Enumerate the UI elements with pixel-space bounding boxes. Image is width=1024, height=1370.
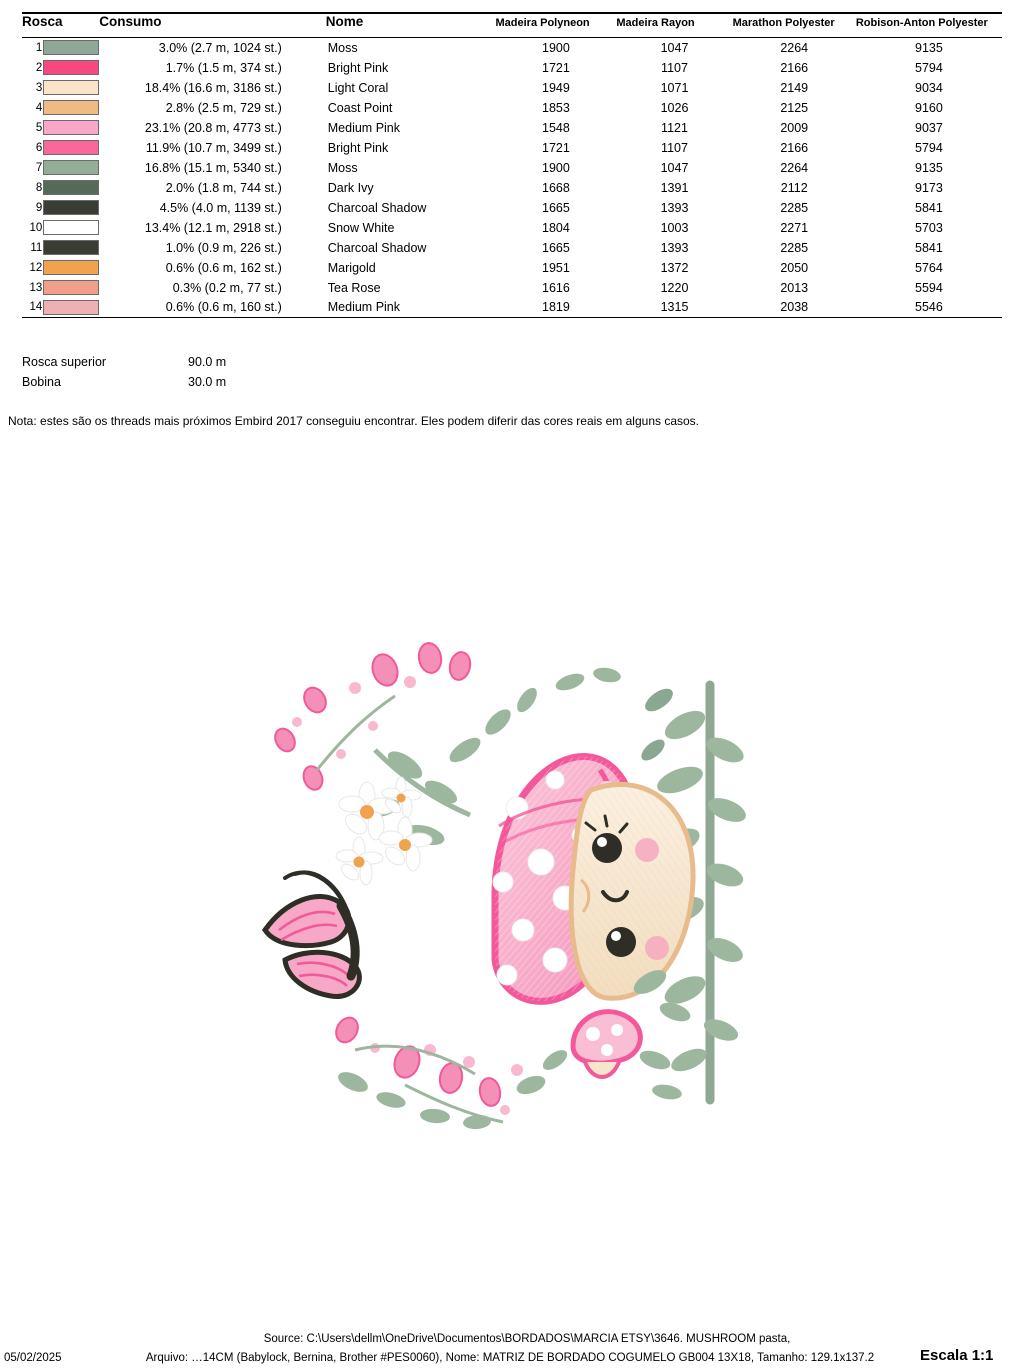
cell-nome: Charcoal Shadow xyxy=(327,240,427,255)
thread-color-swatch-cell xyxy=(43,198,99,218)
footer-arquivo: Arquivo: …14CM (Babylock, Bernina, Brother #PES0060), Nome: MATRIZ DE BORDADO COGUMELO GB004 13X18, Tamanho: 129.1x137.2 xyxy=(145,1352,875,1364)
disclaimer-note: Nota: estes são os threads mais próximos Embird 2017 conseguiu encontrar. Eles podem diferir das cores reais em alguns casos. xyxy=(8,413,700,428)
table-row xyxy=(22,138,1002,158)
thread-color-swatch-cell xyxy=(43,78,99,98)
cell-robison-anton-polyester: 5841 xyxy=(915,240,943,255)
row-index: 5 xyxy=(35,121,43,134)
cell-madeira-rayon: 1220 xyxy=(660,280,689,295)
cell-marathon-polyester: 2112 xyxy=(780,180,808,195)
thread-color-swatch-cell xyxy=(43,38,99,58)
rule-cell xyxy=(22,318,43,338)
table-row xyxy=(22,238,1002,258)
cell-madeira-polyneon: 1900 xyxy=(542,160,570,175)
cell-nome: Charcoal Shadow xyxy=(327,200,427,215)
thread-table-head xyxy=(22,13,1002,38)
row-index: 3 xyxy=(35,81,43,94)
cell-robison-anton-polyester: 9135 xyxy=(915,160,943,175)
thread-color-swatch-cell xyxy=(43,238,99,258)
total-row xyxy=(22,372,1024,392)
total-value: 30.0 m xyxy=(188,374,227,389)
cell-marathon-polyester: 2271 xyxy=(780,220,809,235)
rule-cell xyxy=(326,318,496,338)
thread-color-swatch xyxy=(43,40,99,55)
row-index: 14 xyxy=(29,301,43,314)
total-label: Bobina xyxy=(22,374,61,389)
cell-madeira-polyneon: 1665 xyxy=(542,200,570,215)
rule-cell xyxy=(733,318,856,338)
row-index: 2 xyxy=(35,61,43,74)
cell-consumo: 18.4% (16.6 m, 3186 st.) xyxy=(144,80,282,95)
table-row xyxy=(22,198,1002,218)
thread-table-body xyxy=(22,38,1002,338)
thread-color-swatch-cell xyxy=(43,298,99,318)
cell-madeira-rayon: 1391 xyxy=(660,180,689,195)
cell-robison-anton-polyester: 9037 xyxy=(915,120,943,135)
table-row xyxy=(22,158,1002,178)
cell-madeira-polyneon: 1665 xyxy=(542,240,570,255)
thread-color-swatch xyxy=(43,100,99,115)
cell-robison-anton-polyester: 9160 xyxy=(915,100,943,115)
row-index: 13 xyxy=(29,281,43,294)
table-row xyxy=(22,78,1002,98)
total-label: Rosca superior xyxy=(22,354,107,369)
cell-consumo: 3.0% (2.7 m, 1024 st.) xyxy=(99,38,325,58)
cell-consumo: 0.6% (0.6 m, 162 st.) xyxy=(165,260,282,275)
cell-consumo: 1.0% (0.9 m, 226 st.) xyxy=(165,240,282,255)
cell-marathon-polyester: 2038 xyxy=(780,300,809,315)
cell-robison-anton-polyester: 5546 xyxy=(915,300,943,315)
cell-consumo: 4.5% (4.0 m, 1139 st.) xyxy=(159,200,282,215)
row-index: 11 xyxy=(30,241,43,254)
table-row xyxy=(22,218,1002,238)
cell-madeira-polyneon: 1900 xyxy=(496,38,617,58)
cell-consumo: 0.3% (0.2 m, 77 st.) xyxy=(172,280,282,295)
cell-madeira-polyneon: 1949 xyxy=(542,80,570,95)
cell-nome: Medium Pink xyxy=(327,120,401,135)
table-row xyxy=(22,38,1002,58)
cell-marathon-polyester: 2285 xyxy=(780,200,809,215)
thread-table-container xyxy=(22,12,1002,338)
cell-madeira-polyneon: 1951 xyxy=(542,260,570,275)
thread-color-swatch xyxy=(43,60,99,75)
thread-color-swatch xyxy=(43,80,99,95)
cell-nome: Tea Rose xyxy=(327,280,381,295)
table-row xyxy=(22,298,1002,318)
cell-consumo: 0.6% (0.6 m, 160 st.) xyxy=(165,300,282,315)
cell-marathon-polyester: 2264 xyxy=(780,160,809,175)
page-footer xyxy=(0,1333,1024,1364)
cell-nome: Moss xyxy=(326,38,496,58)
cell-nome: Coast Point xyxy=(327,100,393,115)
cell-marathon-polyester: 2285 xyxy=(780,240,809,255)
cell-madeira-rayon: 1047 xyxy=(660,160,689,175)
thread-color-swatch-cell xyxy=(43,278,99,298)
cell-consumo: 23.1% (20.8 m, 4773 st.) xyxy=(144,120,282,135)
cell-madeira-polyneon: 1853 xyxy=(542,100,570,115)
row-index: 4 xyxy=(35,101,43,114)
cell-consumo: 2.0% (1.8 m, 744 st.) xyxy=(165,180,282,195)
cell-consumo: 16.8% (15.1 m, 5340 st.) xyxy=(144,160,282,175)
cell-madeira-rayon: 1393 xyxy=(660,200,689,215)
mushroom-face xyxy=(571,784,693,998)
thread-color-swatch xyxy=(43,300,99,315)
cell-marathon-polyester: 2050 xyxy=(780,260,809,275)
cell-madeira-polyneon: 1819 xyxy=(542,300,570,315)
cell-madeira-polyneon: 1668 xyxy=(542,180,570,195)
footer-detail-row xyxy=(0,1347,1024,1364)
thread-color-swatch-cell xyxy=(43,58,99,78)
cell-nome: Light Coral xyxy=(327,80,389,95)
rule-cell xyxy=(496,318,617,338)
col-header-madeira-polyneon: Madeira Polyneon xyxy=(496,13,617,38)
rule-cell xyxy=(616,318,732,338)
butterfly xyxy=(265,873,359,997)
footer-source: Source: C:\Users\dellm\OneDrive\Documentos\BORDADOS\MARCIA ETSY\3646. MUSHROOM pasta, xyxy=(263,1333,791,1345)
row-index: 10 xyxy=(29,221,43,234)
cell-marathon-polyester: 2264 xyxy=(733,38,856,58)
cell-consumo: 2.8% (2.5 m, 729 st.) xyxy=(165,100,282,115)
row-index: 8 xyxy=(35,181,43,194)
cell-madeira-polyneon: 1804 xyxy=(542,220,570,235)
cell-robison-anton-polyester: 5703 xyxy=(915,220,943,235)
cell-madeira-polyneon: 1548 xyxy=(542,120,570,135)
thread-color-swatch xyxy=(43,180,99,195)
cell-nome: Moss xyxy=(327,160,358,175)
thread-color-swatch-cell xyxy=(43,218,99,238)
col-header-madeira-rayon: Madeira Rayon xyxy=(616,13,732,38)
cell-madeira-rayon: 1393 xyxy=(660,240,689,255)
thread-color-swatch xyxy=(43,200,99,215)
cell-robison-anton-polyester: 5794 xyxy=(915,60,943,75)
row-index: 1 xyxy=(22,38,43,58)
cell-marathon-polyester: 2149 xyxy=(780,80,809,95)
row-index: 12 xyxy=(29,261,43,274)
rule-cell xyxy=(856,318,1002,338)
table-row xyxy=(22,118,1002,138)
rule-cell xyxy=(43,318,99,338)
cell-madeira-rayon: 1107 xyxy=(661,140,688,155)
col-header-robison-anton-polyester: Robison-Anton Polyester xyxy=(856,13,1002,38)
embroidery-design-preview xyxy=(255,630,775,1160)
cell-consumo: 13.4% (12.1 m, 2918 st.) xyxy=(144,220,282,235)
table-bottom-rule xyxy=(22,318,1002,338)
thread-color-swatch xyxy=(43,160,99,175)
thread-color-swatch-cell xyxy=(43,158,99,178)
footer-date: 05/02/2025 xyxy=(4,1352,62,1364)
thread-color-swatch-cell xyxy=(43,98,99,118)
table-row xyxy=(22,258,1002,278)
table-row xyxy=(22,98,1002,118)
thread-color-swatch xyxy=(43,260,99,275)
thread-color-swatch xyxy=(43,140,99,155)
table-row xyxy=(22,278,1002,298)
thread-chart-sheet xyxy=(0,0,1024,428)
thread-color-swatch xyxy=(43,280,99,295)
cell-madeira-rayon: 1047 xyxy=(616,38,732,58)
totals-block xyxy=(22,352,1024,392)
table-row xyxy=(22,178,1002,198)
col-header-nome: Nome xyxy=(326,13,496,38)
thread-table-header-row xyxy=(22,13,1002,38)
cell-madeira-rayon: 1121 xyxy=(661,120,688,135)
thread-color-swatch-cell xyxy=(43,258,99,278)
col-header-rosca: Rosca xyxy=(22,13,99,38)
cell-robison-anton-polyester: 9135 xyxy=(856,38,1002,58)
small-mushroom xyxy=(573,1012,640,1077)
cell-marathon-polyester: 2125 xyxy=(780,100,809,115)
cell-madeira-rayon: 1372 xyxy=(660,260,689,275)
cell-nome: Bright Pink xyxy=(327,140,389,155)
cell-marathon-polyester: 2166 xyxy=(780,140,809,155)
cell-marathon-polyester: 2009 xyxy=(780,120,809,135)
cell-nome: Medium Pink xyxy=(327,300,401,315)
cell-madeira-polyneon: 1616 xyxy=(542,280,570,295)
cell-nome: Bright Pink xyxy=(327,60,389,75)
thread-table xyxy=(22,12,1002,338)
thread-color-swatch-cell xyxy=(43,118,99,138)
cell-consumo: 11.9% (10.7 m, 3499 st.) xyxy=(145,140,282,155)
total-row xyxy=(22,352,1024,372)
row-index: 6 xyxy=(35,141,43,154)
col-header-marathon-polyester: Marathon Polyester xyxy=(733,13,856,38)
cell-robison-anton-polyester: 5764 xyxy=(915,260,943,275)
cell-madeira-rayon: 1315 xyxy=(660,300,689,315)
table-row xyxy=(22,58,1002,78)
row-index: 9 xyxy=(35,201,43,214)
thread-color-swatch-cell xyxy=(43,138,99,158)
cell-robison-anton-polyester: 9173 xyxy=(915,180,943,195)
cell-consumo: 1.7% (1.5 m, 374 st.) xyxy=(165,60,282,75)
cell-robison-anton-polyester: 5841 xyxy=(915,200,943,215)
cell-madeira-polyneon: 1721 xyxy=(542,60,570,75)
cell-madeira-rayon: 1107 xyxy=(661,60,688,75)
cell-madeira-rayon: 1003 xyxy=(660,220,689,235)
thread-color-swatch-cell xyxy=(43,178,99,198)
cell-marathon-polyester: 2166 xyxy=(780,60,809,75)
cell-robison-anton-polyester: 5794 xyxy=(915,140,943,155)
cell-nome: Marigold xyxy=(327,260,376,275)
thread-color-swatch xyxy=(43,240,99,255)
cell-madeira-rayon: 1026 xyxy=(660,100,689,115)
col-header-consumo: Consumo xyxy=(99,13,325,38)
footer-escala: Escala 1:1 xyxy=(920,1347,994,1364)
rule-cell xyxy=(99,318,325,338)
cell-marathon-polyester: 2013 xyxy=(780,280,809,295)
cell-madeira-polyneon: 1721 xyxy=(542,140,570,155)
row-index: 7 xyxy=(35,161,43,174)
cell-nome: Dark Ivy xyxy=(327,180,374,195)
thread-color-swatch xyxy=(43,220,99,235)
cell-robison-anton-polyester: 9034 xyxy=(915,80,943,95)
cell-robison-anton-polyester: 5594 xyxy=(915,280,943,295)
total-value: 90.0 m xyxy=(188,354,227,369)
thread-color-swatch xyxy=(43,120,99,135)
cell-nome: Snow White xyxy=(327,220,395,235)
design-svg xyxy=(255,630,775,1160)
cell-madeira-rayon: 1071 xyxy=(660,80,689,95)
